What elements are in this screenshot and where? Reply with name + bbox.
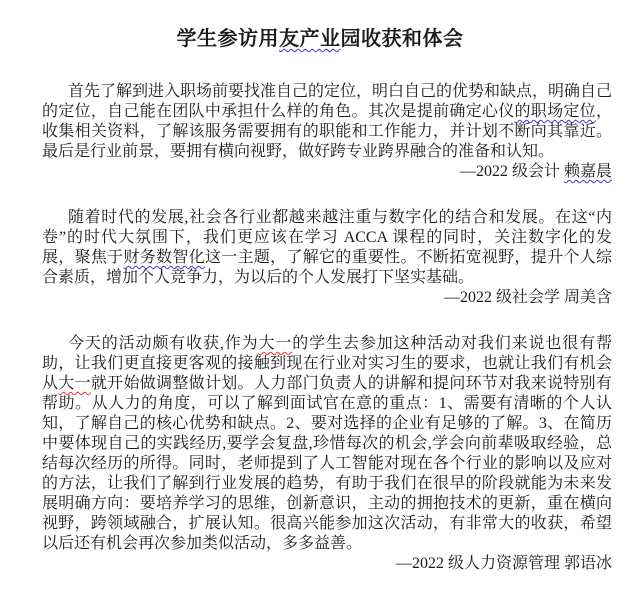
document-title: [42, 24, 598, 54]
testimonial-text-accounting: [42, 82, 612, 162]
text-run: 就开始做调整做计划。人力部门负责人的讲解和提问环节对我来说特别有帮助。从人力的角度，可以了解到面试官在意的重点：1、需要有清晰的个人认知，了解自己的核心优势和缺点。2、要对选择的企业有足够的了解。3、在简历中要体现自己的实践经历,要学会复盘,珍惜每次的机会,学会向前辈吸取经验，总结每次经历的所得。同时，老师提到了人工智能对现在各个行业的影响以及应对的方法，让我们了解到行业发展的趋势，有助于我们在很早的阶段就能为未来发展明确方向：要培养学习的思维，创新意识，主动的拥抱技术的更新，重在横向视野，跨领域融合，扩展认知。很高兴能参加这次活动，有非常大的收获，希望以后还有机会再次参加类似活动，多多益善。: [42, 375, 612, 552]
text-run: 这一主题，了解它的重要性。不断拓宽视野，提升个人综合素质，增加个人竞争力，为以后的个人发展打下坚实基础。: [42, 249, 612, 286]
spellcheck-wavy-blue-underline: 的职场定位: [514, 103, 596, 120]
testimonial-entry-hr: [42, 334, 612, 574]
testimonial-entry-accounting: [42, 82, 612, 182]
testimonial-text-sociology: [42, 208, 612, 288]
author-signature-sociology: [42, 288, 612, 308]
text-run: ，收集相关资料，了解该服务需要拥有的职能和工作能力，并计划不断向其靠近。最后是行业前景，要拥有横向视野，做好跨专业跨界融合的准备和认知。: [42, 103, 612, 160]
text-run: 的学生去参加这种活动对我们来说也很有帮助，让我们更直接更客观的接触到现在行业对实习生的要求，也就让我们有机会从: [42, 335, 612, 392]
text-run: —2022 级人力资源管理 郭语冰: [395, 555, 612, 572]
text-run: 首先了解到进入职场前要找准自己的定位，明白自己的优势和缺点，明确自己的定位，自己能在团队中承担什么样的角色。其次是提前确定心仪: [42, 83, 613, 120]
spellcheck-wavy-red-underline: 大一: [58, 375, 91, 392]
text-run: 今天的活动颇有收获,作为: [68, 335, 259, 352]
spellcheck-wavy-blue-underline: 财务数智化: [123, 249, 205, 266]
text-run: —2022 级社会学 周美含: [443, 289, 612, 306]
spellcheck-wavy-red-underline: 大一: [258, 335, 293, 352]
testimonial-entry-sociology: [42, 208, 612, 308]
text-run: —2022 级会计: [459, 163, 564, 180]
text-run: 园收获和体会: [340, 28, 464, 50]
text-run: 学生参访用: [176, 28, 279, 50]
author-signature-hr: [42, 554, 612, 574]
testimonial-text-hr: [42, 334, 612, 554]
text-run: 随着时代的发展,社会各行业都越来越注重与数字化的结合和发展。在这“内卷”的时代大氛围下，我们更应该在学习 ACCA 课程的同时，关注数字化的发展，聚焦于: [42, 209, 612, 266]
spellcheck-wavy-blue-underline: 赖嘉晨: [563, 163, 612, 180]
spellcheck-wavy-blue-underline: 友产业: [279, 28, 341, 50]
author-signature-accounting: [42, 162, 612, 182]
